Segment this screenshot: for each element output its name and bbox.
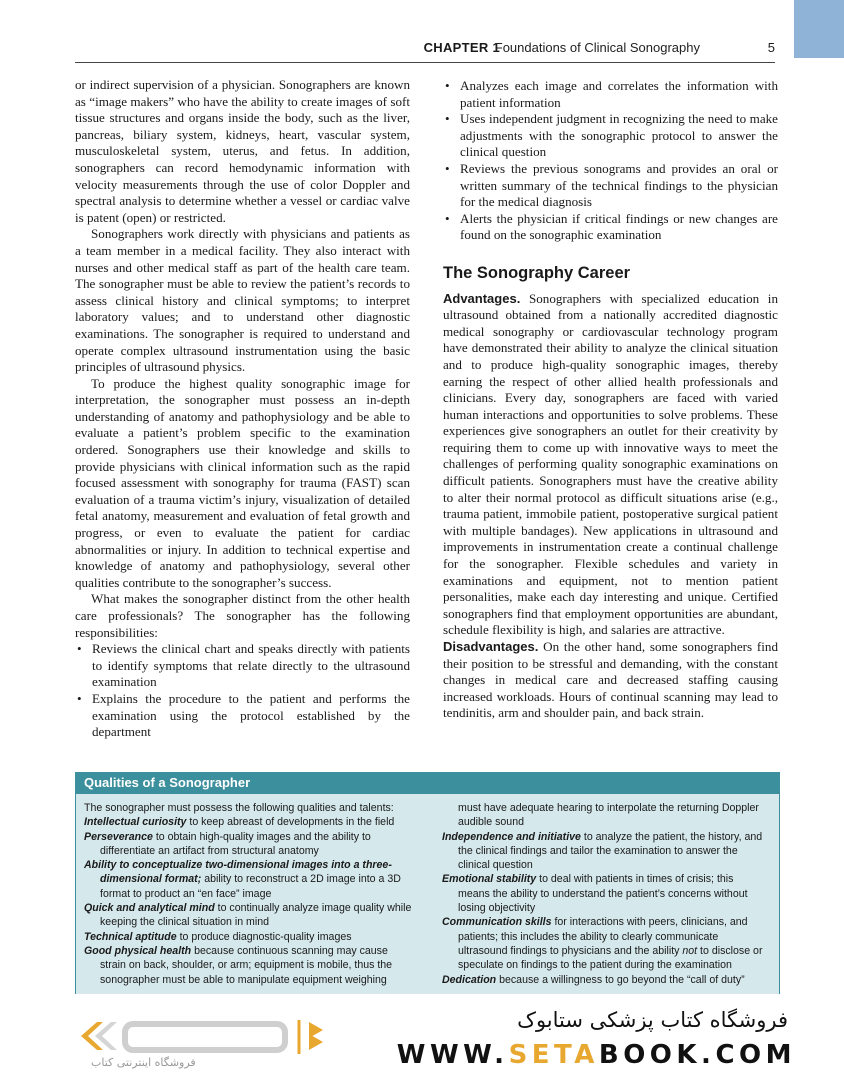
quality-desc: to produce diagnostic-quality images	[176, 930, 352, 943]
quality-item	[84, 901, 414, 930]
chapter-label: CHAPTER 1	[423, 40, 500, 55]
disadvantages-label: Disadvantages.	[443, 639, 539, 654]
quality-item	[442, 872, 767, 915]
quality-desc: to analyze the patient, the history, and the clinical findings and tailor the examination to answer the clinical question	[458, 830, 763, 872]
box-left-column	[84, 801, 414, 987]
quality-desc: ability to reconstruct a 2D image into a 3D format to product an “en face” image	[100, 873, 401, 900]
list-item: • Alerts the physician if critical findings or new changes are found on the sonographic examination	[443, 211, 778, 244]
quality-item	[84, 930, 414, 944]
quality-item	[84, 858, 414, 901]
list-item: • Reviews the previous sonograms and provides an oral or written summary of the technical findings to the physician for the medical diagnosis	[443, 161, 778, 211]
quality-desc: because a willingness to go beyond the “call of duty”	[496, 973, 745, 986]
paragraph: or indirect supervision of a physician. Sonographers are known as “image makers” who have the ability to create images of soft tissue structures and organs inside the body, such as the liver, pancreas, biliary system, kidneys, heart, vascular system, musculoskeletal system, uterus, and fetus. In addition, sonographers can record hemodynamic information with velocity measurements through the use of color Doppler and spectral analysis to determine whether a vessel or cardiac valve is patent (open) or restricted.	[75, 77, 410, 225]
quality-item	[84, 830, 414, 859]
disadvantages-text: On the other hand, some sonographers find their position to be stressful and demanding, with the constant changes in medical care and decreased staffing causing increased workloads. Hours of continual scanning may lead to tendinitis, arm and shoulder pain, and back strain.	[443, 639, 778, 721]
list-item: • Uses independent judgment in recognizing the need to make adjustments with the sonographic protocol to answer the clinical question	[443, 111, 778, 161]
quality-item	[442, 973, 767, 987]
url-highlight: SETA	[508, 1040, 599, 1070]
quality-desc: for interactions with peers, clinicians, and patients; this includes the ability to clearly communicate ultrasound findings to physicians and the ability	[458, 916, 748, 957]
quality-continued: must have adequate hearing to interpolate the returning Doppler audible sound	[458, 802, 759, 829]
logo-wordmark-shape	[125, 1024, 285, 1050]
quality-term: Communication skills	[442, 916, 552, 929]
store-banner	[36, 994, 808, 1080]
quality-term: Ability to conceptualize two-dimensional images into a three-dimensional format;	[84, 859, 392, 886]
emphasis-not: not	[682, 944, 698, 957]
quality-item	[84, 815, 414, 829]
quality-term: Technical aptitude	[84, 930, 177, 943]
quality-desc: to obtain high-quality images and the ability to differentiate an artifact from structural anatomy	[100, 830, 371, 857]
url-suffix: BOOK.COM	[598, 1040, 796, 1070]
quality-term: Intellectual curiosity	[84, 816, 187, 829]
advantages-label: Advantages.	[443, 290, 521, 306]
left-column	[75, 77, 410, 741]
url-prefix: WWW.	[396, 1040, 509, 1070]
list-item: • Explains the procedure to the patient and performs the examination using the protocol established by the department	[75, 691, 410, 741]
advantages-paragraph	[443, 291, 778, 639]
corner-tab	[794, 0, 844, 58]
setabook-logo	[73, 1014, 323, 1058]
quality-item	[442, 830, 767, 873]
site-url[interactable]	[397, 1040, 796, 1070]
box-right-column	[442, 801, 767, 987]
qualities-box	[75, 772, 780, 994]
quality-term: Good physical health	[84, 944, 192, 957]
disadvantages-paragraph	[443, 639, 778, 722]
quality-desc-tail: to disclose or speculate on findings to the patient during the examination	[458, 944, 763, 972]
paragraph: To produce the highest quality sonographic image for interpretation, the sonographer must possess an in-depth understanding of anatomy and pathophysiology and be able to evaluate a patient’s problem specific to the examination ordered. Sonographers use their knowledge and skills to provide physicians with clinical information such as the rapid focused assessment with sonography for trauma (FAST) scan evaluation of a trauma victim’s injury, visualization of detailed fetal anatomy, measurement and evaluation of fetal growth and progress, or even to evaluate the patient for cardiac abnormalities or injury. In addition to technical expertise and knowledge of anatomy and pathophysiology, several other qualities contribute to the sonographer’s success.	[75, 375, 410, 590]
quality-desc: to deal with patients in times of crisis; this means the ability to understand the patient’s concerns without losing objectivity	[458, 873, 748, 915]
quality-desc: to continually analyze image quality while keeping the clinical situation in mind	[100, 902, 412, 929]
quality-term: Perseverance	[84, 830, 153, 843]
paragraph: Sonographers work directly with physicians and patients as a team member in a medical facility. They also interact with nurses and other medical staff as part of the health care team. The sonographer must be able to review the patient’s records to assess clinical history and clinical symptoms; to interpret laboratory values; and to understand other diagnostic examinations. The sonographer is required to understand and operate complex ultrasound instrumentation using the basic principles of ultrasound physics.	[75, 226, 410, 375]
responsibility-list	[75, 641, 410, 741]
running-head	[75, 40, 775, 63]
quality-term: Independence and initiative	[442, 830, 581, 843]
box-intro: The sonographer must possess the following qualities and talents:	[84, 802, 394, 814]
quality-item	[84, 944, 414, 987]
list-item: • Reviews the clinical chart and speaks directly with patients to identify symptoms that relate directly to the ultrasound examination	[75, 641, 410, 691]
quality-term: Dedication	[442, 973, 497, 986]
list-item: • Analyzes each image and correlates the information with patient information	[443, 78, 778, 111]
store-name: فروشگاه کتاب پزشکی ستابوک	[517, 1008, 788, 1032]
quality-term: Quick and analytical mind	[84, 902, 215, 915]
logo-caption: فروشگاه اینترنتی کتاب	[91, 1056, 196, 1069]
quality-term: Emotional stability	[442, 873, 537, 886]
book-chevron-icon	[309, 1034, 323, 1050]
box-title: Qualities of a Sonographer	[76, 772, 779, 794]
quality-desc: to keep abreast of developments in the field	[186, 816, 395, 829]
paragraph: What makes the sonographer distinct from the other health care professionals? The sonographer has the following responsibilities:	[75, 591, 410, 640]
right-column	[443, 78, 778, 722]
page-number: 5	[767, 40, 775, 55]
responsibility-list-continued	[443, 78, 778, 244]
section-heading: The Sonography Career	[443, 263, 631, 282]
quality-item	[442, 915, 767, 972]
advantages-text: Sonographers with specialized education in ultrasound obtained from a nationally accredited diagnostic medical sonography or cardiovascular technology program have demonstrated their ability to analyze the clinical situation and to produce high-quality sonographic images, thereby earning the respect of other allied health professionals and clinicians. Every day, sonographers are faced with varied human interactions and opportunities to solve problems. These experiences give sonographers an outlet for their creativity by requiring them to come up with innovative ways to meet the challenges of performing quality sonographic examinations on difficult patients. Sonographers must have the creative ability to alter their normal protocol as difficult situations arise (e.g., trauma patient, immobile patient, postoperative surgical patient with multiple bandages). New applications in ultrasound and improvements in instrumentation create a continual challenge for the sonographer. Flexible schedules and variety in examinations and equipment, not to mention patient personalities, make each day interesting and unique. Certified sonographers find that employment opportunities are abundant, schedule flexibility is high, and salaries are attractive.	[443, 290, 778, 638]
quality-desc: because continuous scanning may cause strain on back, shoulder, or arm; equipment is mobile, thus the sonographer must be able to manipulate equipment weighing	[100, 944, 393, 986]
chapter-title: Foundations of Clinical Sonography	[494, 40, 700, 55]
